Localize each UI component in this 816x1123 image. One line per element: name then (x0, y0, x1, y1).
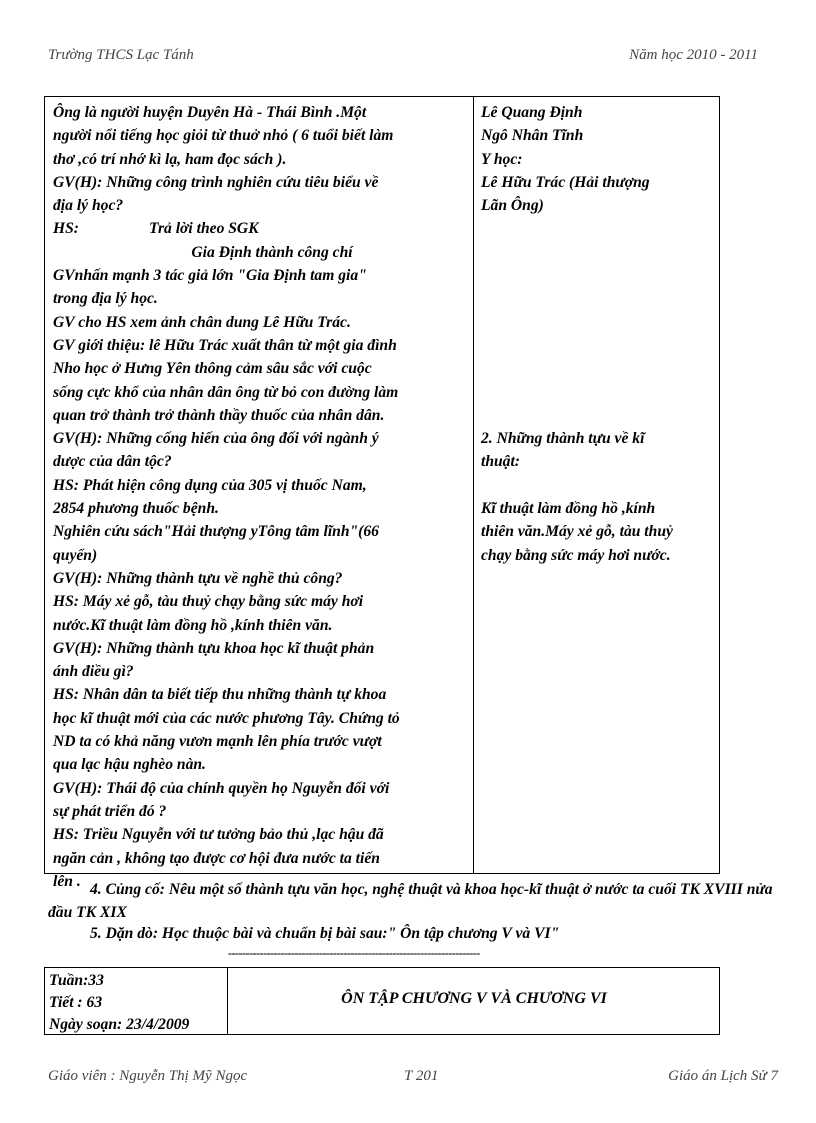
text-line: quan trở thành trở thành thầy thuốc của nhân dân. (53, 406, 385, 424)
activity-column (53, 101, 471, 893)
text-line: Kĩ thuật làm đồng hồ ,kính (481, 500, 656, 518)
text-line: Gia Định thành công chí (191, 243, 353, 261)
header-school: Trường THCS Lạc Tánh (48, 47, 194, 63)
text-line: ánh điều gì? (53, 663, 134, 681)
text-line: sự phát triển đó ? (53, 802, 167, 820)
text-line: Ngô Nhân Tĩnh (481, 127, 584, 145)
text-line: Lê Hữu Trác (Hải thượng (481, 173, 650, 191)
separator-line: ------------------------------------------------------------------------ (228, 946, 480, 960)
text-line: thơ ,có trí nhớ kì lạ, ham đọc sách ). (53, 150, 287, 168)
text-line: Nghiên cứu sách"Hải thượng yTông tâm lĩnh"(66 (53, 523, 379, 541)
week-label: Tuần:33 (49, 972, 104, 989)
text-line: Lê Quang Định (481, 104, 583, 121)
text-line: học kĩ thuật mới của các nước phương Tây. Chứng tỏ (53, 709, 400, 727)
text-line: thiên văn.Máy xẻ gỗ, tàu thuỷ (481, 523, 673, 541)
homework-step: 5. Dặn dò: Học thuộc bài và chuẩn bị bài sau:" Ôn tập chương V và VI" (90, 925, 560, 942)
header-school-year: Năm học 2010 - 2011 (629, 47, 758, 63)
text-line: GV(H): Những công trình nghiên cứu tiêu biểu về (53, 173, 379, 191)
footer-subject: Giáo án Lịch Sử 7 (668, 1068, 778, 1084)
text-line: HS: Nhân dân ta biết tiếp thu những thành tự khoa (53, 686, 387, 704)
consolidation-step: 4. Củng cố: Nêu một số thành tựu văn học, nghệ thuật và khoa học-kĩ thuật ở nước ta cuối TK XVIII nửa đầu TK XIX (48, 881, 773, 922)
text-line: quyển) (53, 546, 98, 564)
footer-teacher: Giáo viên : Nguyễn Thị Mỹ Ngọc (48, 1068, 248, 1084)
text-line: 2854 phương thuốc bệnh. (53, 500, 219, 518)
text-line: GV cho HS xem ảnh chân dung Lê Hữu Trác. (53, 313, 351, 331)
section-heading: thuật: (481, 453, 520, 471)
hs-label: HS: (53, 220, 79, 238)
text-line: ngăn cản , không tạo được cơ hội đưa nước ta tiến (53, 849, 380, 867)
text-line: Nho học ở Hưng Yên thông cảm sâu sắc với cuộc (53, 360, 372, 378)
text-line: sống cực khổ của nhân dân ông từ bỏ con đường làm (53, 383, 399, 401)
footer-page-number: T 201 (404, 1068, 439, 1084)
text-line: GV(H): Những thành tựu về nghề thủ công? (53, 569, 343, 587)
period-label: Tiết : 63 (49, 994, 103, 1011)
info-divider (227, 968, 228, 1034)
text-line: GVnhấn mạnh 3 tác giả lớn "Gia Định tam gia" (53, 267, 367, 285)
answer-text: Trả lời theo SGK (149, 220, 259, 238)
text-line: nước.Kĩ thuật làm đồng hồ ,kính thiên văn. (53, 616, 333, 634)
text-line: người nổi tiếng học giỏi từ thuở nhỏ ( 6 tuổi biết làm (53, 127, 394, 145)
lesson-title: ÔN TẬP CHƯƠNG V VÀ CHƯƠNG VI (341, 990, 607, 1007)
lesson-info-table (44, 967, 720, 1035)
text-line: qua lạc hậu nghèo nàn. (53, 756, 206, 774)
lesson-meta (49, 970, 189, 1036)
text-line: Y học: (481, 150, 523, 168)
column-divider (473, 97, 474, 873)
text-line: dược của dân tộc? (53, 453, 172, 471)
text-line: HS: Triều Nguyễn với tư tưởng bảo thủ ,lạc hậu đã (53, 826, 384, 844)
text-line: trong địa lý học. (53, 290, 158, 308)
text-line: Lãn Ông) (481, 197, 544, 215)
lesson-content-table (44, 96, 720, 890)
text-line: HS: Máy xẻ gỗ, tàu thuỷ chạy bằng sức máy hơi (53, 593, 364, 611)
content-column (481, 101, 717, 567)
text-line: lên . (53, 872, 81, 890)
text-line: GV(H): Thái độ của chính quyền họ Nguyễn đối với (53, 779, 390, 797)
text-line: địa lý học? (53, 197, 124, 215)
text-line: Ông là người huyện Duyên Hà - Thái Bình .Một (53, 104, 367, 121)
date-label: Ngày soạn: 23/4/2009 (49, 1016, 190, 1033)
text-line: ND ta có khả năng vươn mạnh lên phía trước vượt (53, 733, 382, 751)
text-line: GV giới thiệu: lê Hữu Trác xuất thân từ một gia đình (53, 336, 397, 354)
section-heading: 2. Những thành tựu về kĩ (481, 430, 645, 448)
text-line: chạy bằng sức máy hơi nước. (481, 546, 671, 564)
text-line: GV(H): Những cống hiến của ông đối với ngành ý (53, 430, 379, 448)
text-line (53, 217, 471, 240)
text-line: HS: Phát hiện công dụng của 305 vị thuốc Nam, (53, 476, 367, 494)
text-line: GV(H): Những thành tựu khoa học kĩ thuật phản (53, 639, 375, 657)
